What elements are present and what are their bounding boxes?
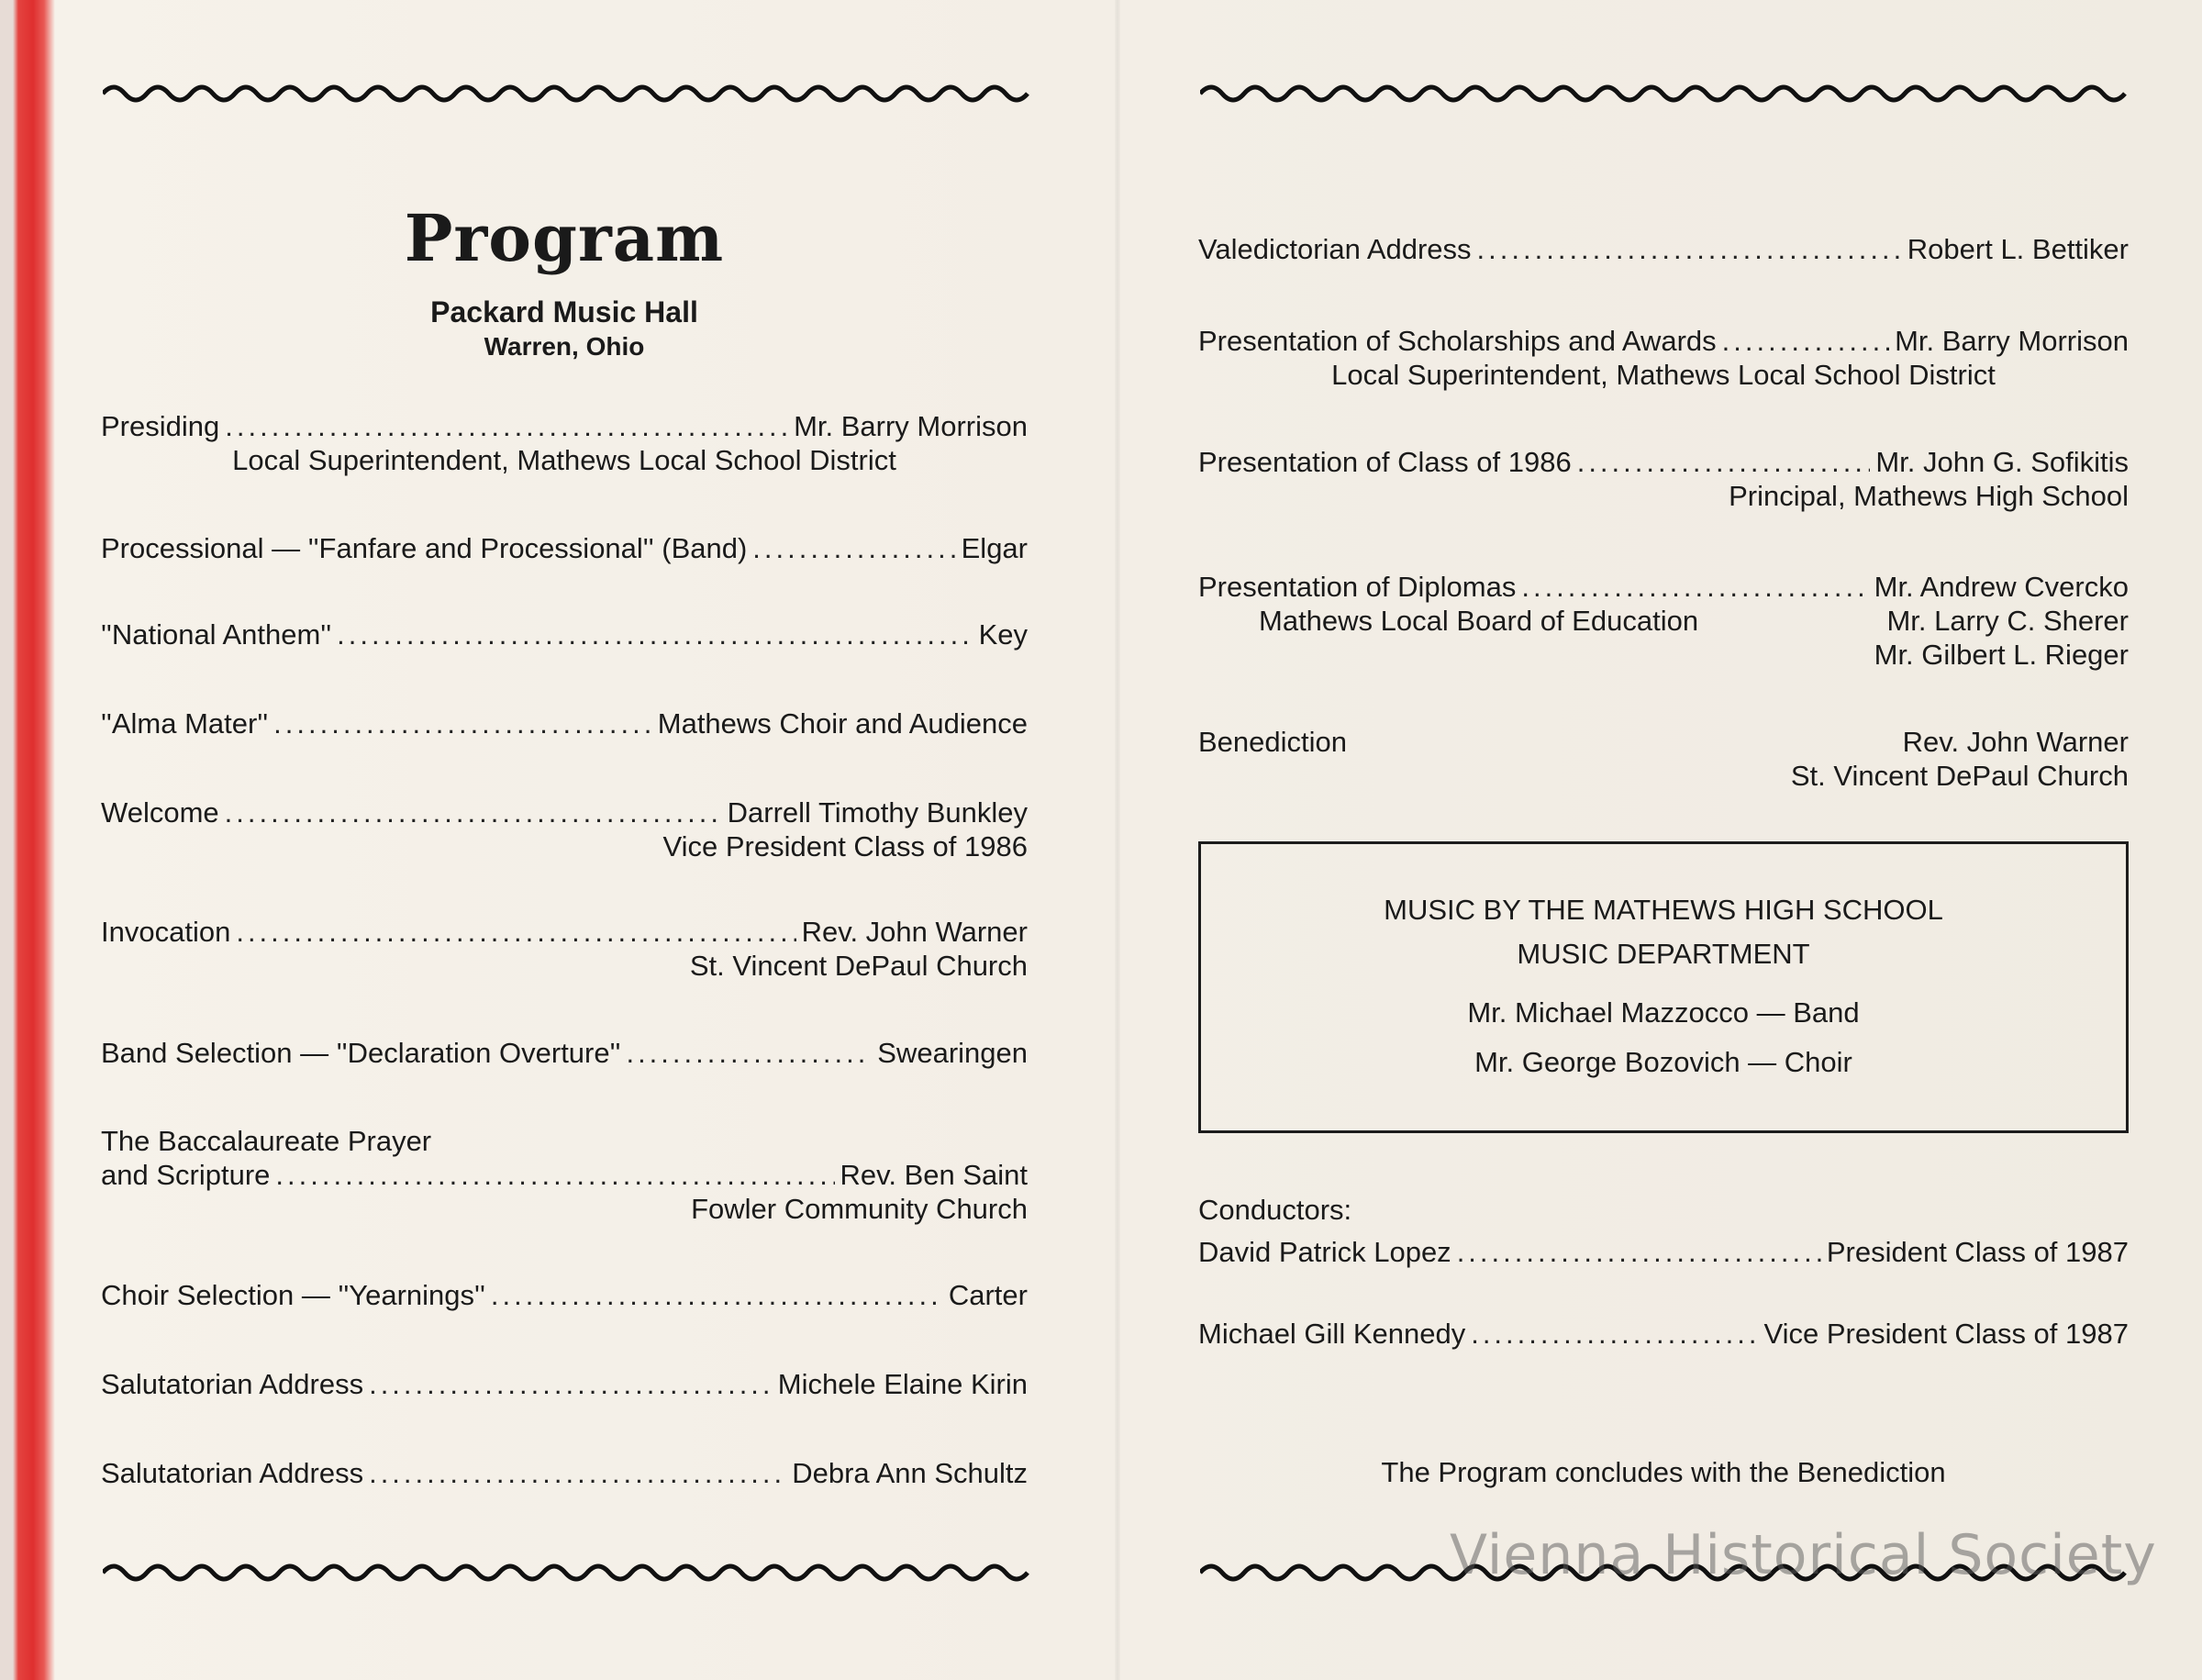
- program-entry: [101, 915, 1028, 983]
- entry-value: Mr. Andrew Cvercko: [1874, 571, 2129, 603]
- conductor-entry: [1198, 1235, 2129, 1269]
- entry-value: Swearingen: [877, 1037, 1028, 1069]
- entry-label: Valedictorian Address: [1198, 233, 1472, 265]
- program-entry: [101, 617, 1028, 651]
- entry-label: and Scripture: [101, 1159, 271, 1191]
- entry-label: Michael Gill Kennedy: [1198, 1318, 1466, 1350]
- program-entry: [101, 1124, 1028, 1226]
- entry-value: Carter: [948, 1279, 1028, 1311]
- entry-subtitle: Local Superintendent, Mathews Local School District: [1331, 359, 1996, 391]
- program-title: Program: [404, 200, 725, 276]
- music-box-heading: MUSIC BY THE MATHEWS HIGH SCHOOL: [1384, 894, 1943, 926]
- watermark: Vienna Historical Society: [1450, 1523, 2157, 1587]
- program-entry: [101, 706, 1028, 740]
- entry-label: Salutatorian Address: [101, 1457, 364, 1489]
- entry-value: Mathews Choir and Audience: [657, 707, 1028, 740]
- right-panel: [1198, 0, 2129, 1680]
- entry-label: Presentation of Scholarships and Awards: [1198, 325, 1717, 357]
- entry-value: Michele Elaine Kirin: [777, 1368, 1028, 1400]
- entry-value: Debra Ann Schultz: [792, 1457, 1028, 1489]
- entry-subtitle: Local Superintendent, Mathews Local School District: [232, 444, 896, 476]
- entry-subtitle: Mathews Local Board of Education: [1259, 605, 1699, 637]
- program-entry: [1198, 570, 2129, 672]
- entry-label: Invocation: [101, 916, 231, 948]
- entry-subtitle: Vice President Class of 1986: [662, 830, 1028, 862]
- program-entry: [1198, 232, 2129, 266]
- program-entry: [101, 1036, 1028, 1070]
- entry-value: Elgar: [961, 532, 1028, 564]
- entry-subtitle: St. Vincent DePaul Church: [1790, 760, 2129, 792]
- entry-value: Mr. Larry C. Sherer: [1886, 605, 2129, 637]
- venue-name: Packard Music Hall: [430, 295, 698, 328]
- entry-subtitle: St. Vincent DePaul Church: [689, 950, 1028, 982]
- entry-value: Rev. John Warner: [1902, 726, 2129, 758]
- program-entry: [101, 531, 1028, 565]
- entry-value: Mr. Barry Morrison: [794, 410, 1028, 442]
- entry-label: Presiding: [101, 410, 220, 442]
- program-entry: [101, 1278, 1028, 1312]
- entry-label: Presentation of Class of 1986: [1198, 446, 1572, 478]
- entry-value: Robert L. Bettiker: [1907, 233, 2129, 265]
- music-box-band: Mr. Michael Mazzocco — Band: [1467, 996, 1860, 1029]
- conductor-entry: [1198, 1317, 2129, 1351]
- left-panel: [101, 0, 1028, 1680]
- program-entry: [101, 1367, 1028, 1401]
- entry-value: Rev. Ben Saint: [840, 1159, 1028, 1191]
- music-box-choir: Mr. George Bozovich — Choir: [1474, 1046, 1852, 1078]
- program-entry: [101, 409, 1028, 477]
- entry-label: Benediction: [1198, 726, 1348, 758]
- red-deckled-edge: [0, 0, 57, 1680]
- program-entry: [1198, 445, 2129, 513]
- entry-label: Band Selection — ''Declaration Overture'': [101, 1037, 621, 1069]
- entry-label: Presentation of Diplomas: [1198, 571, 1517, 603]
- entry-label-line1: The Baccalaureate Prayer: [101, 1125, 432, 1157]
- conductors-label: Conductors:: [1198, 1194, 1352, 1226]
- entry-value: President Class of 1987: [1826, 1236, 2129, 1268]
- entry-subtitle: Fowler Community Church: [691, 1193, 1028, 1225]
- program-entry: [1198, 725, 2129, 793]
- entry-subtitle: Principal, Mathews High School: [1729, 480, 2129, 512]
- program-entry: [1198, 324, 2129, 392]
- entry-label: ''National Anthem'': [101, 618, 332, 651]
- entry-label: Processional — ''Fanfare and Processional'' (Band): [101, 532, 748, 564]
- venue-city: Warren, Ohio: [484, 332, 645, 361]
- entry-value: Mr. John G. Sofikitis: [1875, 446, 2129, 478]
- music-credits-box: [1198, 841, 2129, 1133]
- center-fold: [1115, 0, 1120, 1680]
- closing-note: The Program concludes with the Benediction: [1381, 1456, 1946, 1488]
- entry-label: Choir Selection — ''Yearnings'': [101, 1279, 485, 1311]
- entry-value: Rev. John Warner: [801, 916, 1028, 948]
- program-entry: [101, 795, 1028, 863]
- entry-value: Darrell Timothy Bunkley: [727, 796, 1028, 829]
- entry-value: Mr. Barry Morrison: [1895, 325, 2129, 357]
- entry-value: Mr. Gilbert L. Rieger: [1874, 639, 2129, 671]
- entry-label: ''Alma Mater'': [101, 707, 269, 740]
- entry-label: David Patrick Lopez: [1198, 1236, 1451, 1268]
- entry-label: Welcome: [101, 796, 219, 829]
- music-box-heading: MUSIC DEPARTMENT: [1517, 938, 1810, 970]
- entry-value: Vice President Class of 1987: [1763, 1318, 2129, 1350]
- entry-label: Salutatorian Address: [101, 1368, 364, 1400]
- program-entry: [101, 1456, 1028, 1490]
- entry-value: Key: [978, 618, 1028, 651]
